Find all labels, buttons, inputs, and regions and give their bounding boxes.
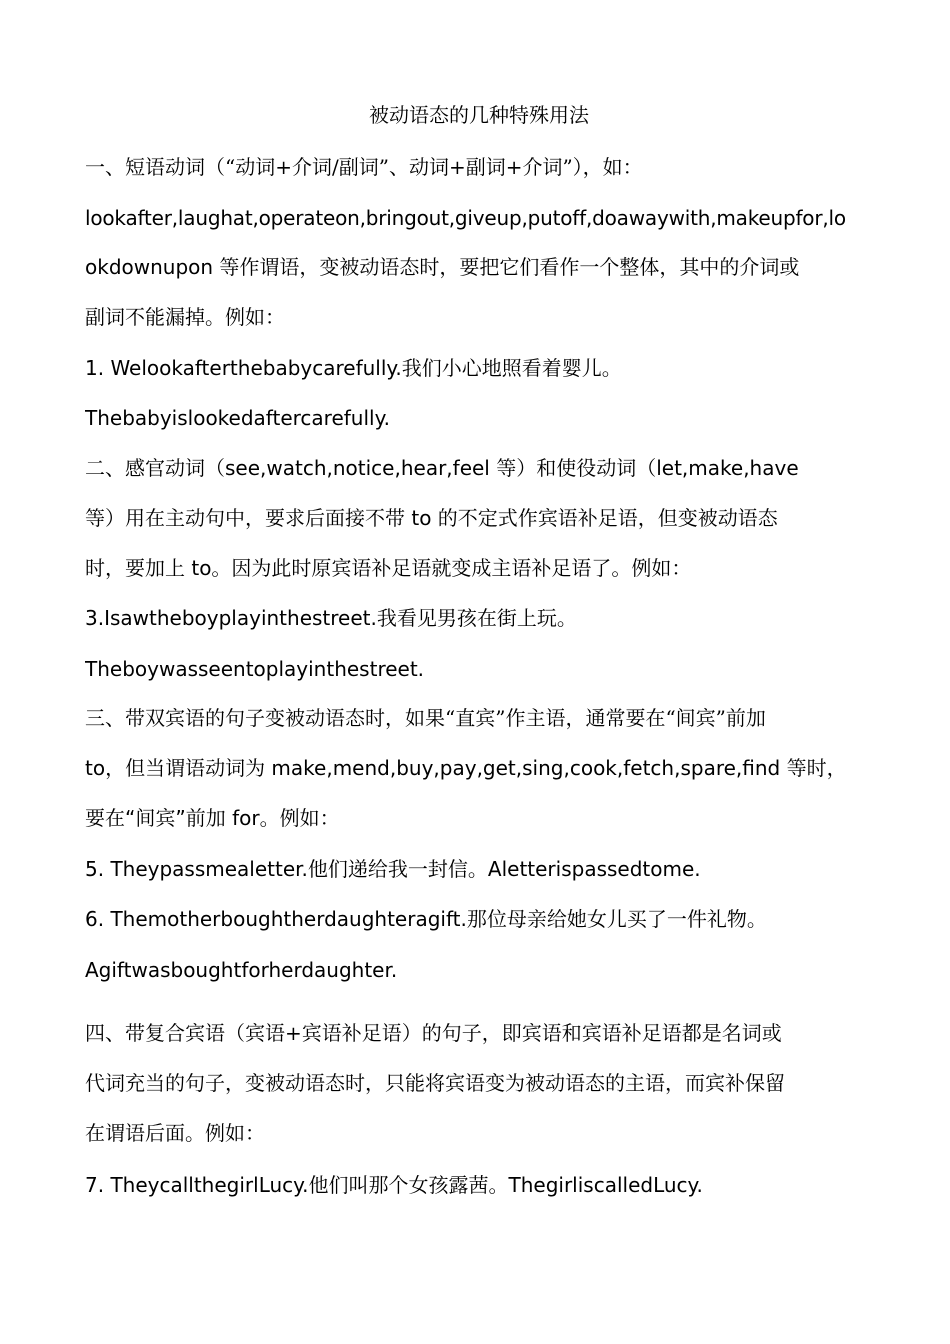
- paragraph-line: to，但当谓语动词为 make,mend,buy,pay,get,sing,cook,fetch,spare,find 等时，: [85, 756, 847, 780]
- paragraph-line: 时，要加上 to。因为此时原宾语补足语就变成主语补足语了。例如：: [85, 556, 692, 580]
- example-passive: Agiftwasboughtforherdaughter.: [85, 958, 398, 982]
- page-title: 被动语态的几种特殊用法: [369, 103, 589, 127]
- section-two-heading: 二、感官动词（see,watch,notice,hear,feel 等）和使役动词（let,make,have: [85, 456, 799, 480]
- example-passive: Thebabyislookedaftercarefully.: [85, 406, 390, 430]
- section-four-heading: 四、带复合宾语（宾语+宾语补足语）的句子，即宾语和宾语补足语都是名词或: [85, 1021, 782, 1045]
- paragraph-line: 副词不能漏掉。例如：: [85, 305, 285, 329]
- paragraph-line: 要在“间宾”前加 for。例如：: [85, 806, 340, 830]
- paragraph-line: okdownupon 等作谓语，变被动语态时，要把它们看作一个整体，其中的介词或: [85, 255, 800, 279]
- example-sentence: 6. Themotherboughtherdaughteragift.那位母亲给她女儿买了一件礼物。: [85, 907, 767, 931]
- section-three-heading: 三、带双宾语的句子变被动语态时，如果“直宾”作主语，通常要在“间宾”前加: [85, 706, 766, 730]
- example-sentence: 5. Theypassmealetter.他们递给我一封信。Aletterispassedtome.: [85, 857, 701, 881]
- paragraph-line: 代词充当的句子，变被动语态时，只能将宾语变为被动语态的主语，而宾补保留: [85, 1071, 785, 1095]
- example-sentence: 1. Welookafterthebabycarefully.我们小心地照看着婴儿。: [85, 356, 622, 380]
- phrasal-verb-list: lookafter,laughat,operateon,bringout,giveup,putoff,doawaywith,makeupfor,lo: [85, 206, 846, 230]
- section-one-heading: 一、短语动词（“动词+介词/副词”、动词+副词+介词”），如：: [85, 155, 643, 179]
- paragraph-line: 等）用在主动句中，要求后面接不带 to 的不定式作宾语补足语，但变被动语态: [85, 506, 778, 530]
- example-sentence: 7. TheycallthegirlLucy.他们叫那个女孩露茜。ThegirliscalledLucy.: [85, 1173, 703, 1197]
- paragraph-line: 在谓语后面。例如：: [85, 1121, 265, 1145]
- example-passive: Theboywasseentoplayinthestreet.: [85, 657, 425, 681]
- example-sentence: 3.Isawtheboyplayinthestreet.我看见男孩在街上玩。: [85, 606, 577, 630]
